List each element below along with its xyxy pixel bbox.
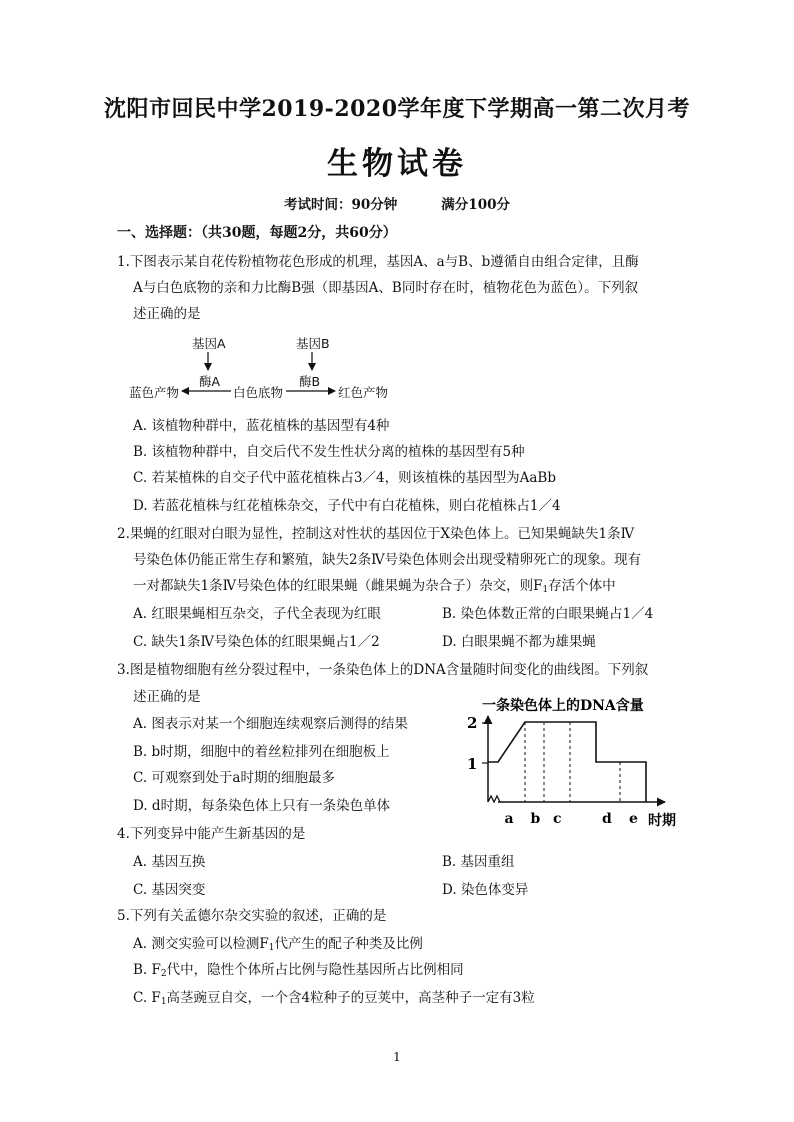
dna-content-chart	[460, 692, 690, 838]
white-substrate-label: 白色底物	[233, 385, 284, 400]
q4-stem: 4.下列变异中能产生新基因的是	[117, 826, 306, 842]
q2-option-a: A. 红眼果蝇相互杂交，子代全表现为红眼	[133, 606, 381, 622]
q3-option-a: A. 图表示对某一个细胞连续观察后测得的结果	[133, 716, 408, 732]
q3-stem-line1: 3.图是植物细胞有丝分裂过程中，一条染色体上的DNA含量随时间变化的曲线图。下列叙	[117, 662, 649, 678]
q2-stem-line2: 号染色体仍能正常生存和繁殖，缺失2条Ⅳ号染色体则会出现受精卵死亡的现象。现有	[133, 552, 642, 568]
q2-option-c: C. 缺失1条Ⅳ号染色体的红眼果蝇占1／2	[133, 634, 380, 650]
chart-x-tick-c: c	[553, 811, 562, 827]
q3-stem-line2: 述正确的是	[133, 689, 201, 705]
q4-option-b: B. 基因重组	[442, 854, 515, 870]
blue-product-label: 蓝色产物	[129, 385, 180, 400]
chart-y-tick-2: 2	[467, 714, 478, 732]
q4-option-c: C. 基因突变	[133, 882, 206, 898]
q5-option-a: A. 测交实验可以检测$F_1$代产生的配子种类及比例	[133, 936, 423, 953]
q1-option-c: C. 若某植株的自交子代中蓝花植株占3／4，则该植株的基因型为AaBb	[133, 470, 556, 486]
exam-subject: 生物试卷	[327, 146, 467, 182]
pathway-arrows	[0, 0, 794, 420]
enzyme-b-label: 酶B	[299, 374, 321, 389]
chart-x-tick-a: a	[504, 811, 514, 827]
chart-x-labels	[505, 811, 639, 827]
exam-time: 考试时间：90分钟	[284, 197, 398, 213]
q1-stem-line3: 述正确的是	[133, 306, 201, 322]
enzyme-a-label: 酶A	[199, 374, 221, 389]
chart-x-tick-e: e	[629, 811, 638, 827]
q5-option-b: B. $F_2$代中，隐性个体所占比例与隐性基因所占比例相同	[133, 962, 464, 979]
chart-y-tick-1: 1	[467, 755, 478, 773]
chart-axis-break	[488, 796, 500, 802]
chart-x-tick-d: d	[602, 811, 612, 827]
page-number: 1	[393, 1050, 401, 1064]
q4-option-d: D. 染色体变异	[442, 882, 529, 898]
q1-option-b: B. 该植物种群中，自交后代不发生性状分离的植株的基因型有5种	[133, 444, 525, 460]
chart-series-line	[488, 722, 646, 802]
q3-option-d: D. d时期，每条染色体上只有一条染色单体	[133, 798, 391, 814]
q2-option-b: B. 染色体数正常的白眼果蝇占1／4	[442, 606, 654, 622]
q1-stem-line1: 1.下图表示某自花传粉植物花色形成的机理，基因A、a与B、b遵循自由组合定律，且酶	[117, 254, 639, 270]
chart-x-tick-b: b	[530, 811, 541, 827]
q5-option-c: C. $F_1$高茎豌豆自交，一个含4粒种子的豆荚中，高茎种子一定有3粒	[133, 990, 535, 1007]
q4-option-a: A. 基因互换	[133, 854, 206, 870]
q2-option-d: D. 白眼果蝇不都为雄果蝇	[442, 634, 596, 650]
q2-stem-line1: 2.果蝇的红眼对白眼为显性，控制这对性状的基因位于X染色体上。已知果蝇缺失1条Ⅳ	[117, 526, 635, 542]
q1-stem-line2: A与白色底物的亲和力比酶B强（即基因A、B同时存在时，植物花色为蓝色）。下列叙	[133, 280, 639, 296]
red-product-label: 红色产物	[338, 385, 389, 400]
chart-x-label: 时期	[648, 813, 676, 829]
q1-option-d: D. 若蓝花植株与红花植株杂交，子代中有白花植株，则白花植株占1／4	[133, 498, 561, 514]
q1-option-a: A. 该植物种群中，蓝花植株的基因型有4种	[133, 418, 390, 434]
chart-title: 一条染色体上的DNA含量	[482, 698, 644, 714]
section-heading: 一、选择题：（共30题，每题2分，共60分）	[117, 225, 397, 241]
q3-option-c: C. 可观察到处于a时期的细胞最多	[133, 770, 335, 786]
gene-b-label: 基因B	[296, 336, 330, 351]
q2-stem-line3: 一对都缺失1条Ⅳ号染色体的红眼果蝇（雌果蝇为杂合子）杂交，则$F_1$存活个体中	[133, 578, 616, 595]
exam-title: 沈阳市回民中学2019-2020学年度下学期高一第二次月考	[103, 96, 691, 122]
gene-a-label: 基因A	[192, 336, 226, 351]
q3-option-b: B. b时期，细胞中的着丝粒排列在细胞板上	[133, 744, 390, 760]
full-score: 满分100分	[441, 197, 510, 213]
q5-stem: 5.下列有关孟德尔杂交实验的叙述，正确的是	[117, 908, 387, 924]
